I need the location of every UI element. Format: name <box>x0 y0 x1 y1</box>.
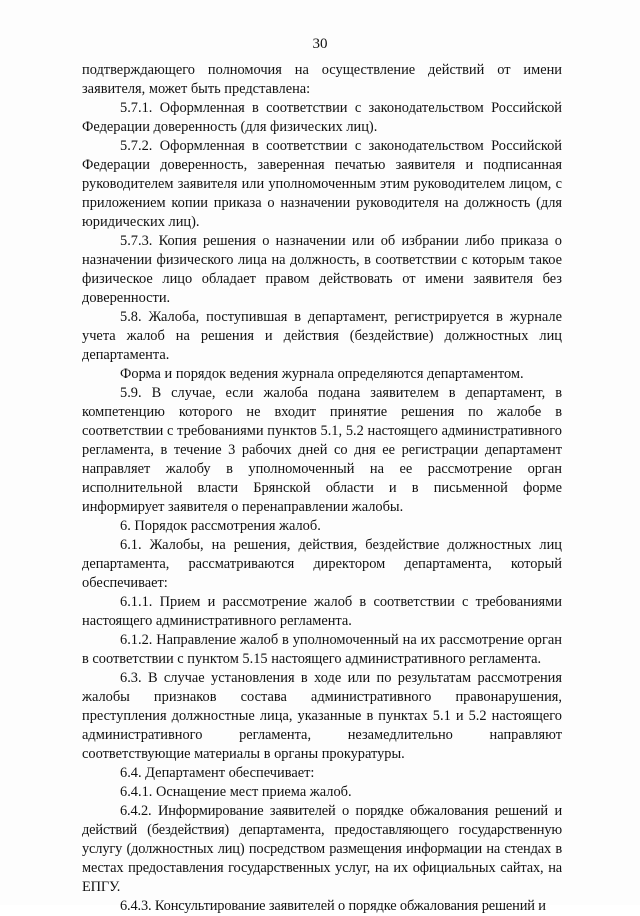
paragraph-6-4-1: 6.4.1. Оснащение мест приема жалоб. <box>120 784 352 800</box>
paragraph-6-4: 6.4. Департамент обеспечивает: <box>120 765 315 781</box>
paragraph-continuation: подтверждающего полномочия на осуществление действий от имени заявителя, может быть представлена: <box>82 62 562 97</box>
page-number: 30 <box>312 36 328 52</box>
paragraph-6-1-1: 6.1.1. Прием и рассмотрение жалоб в соответствии с требованиями настоящего административного регламента. <box>82 594 562 629</box>
section-heading-6: 6. Порядок рассмотрения жалоб. <box>120 518 321 534</box>
paragraph-journal-form: Форма и порядок ведения журнала определяются департаментом. <box>120 366 524 382</box>
paragraph-6-3: 6.3. В случае установления в ходе или по результатам рассмотрения жалобы признаков состава административного правонарушения, преступления должностные лица, указанные в пунктах 5.1 и 5.2 настоящего административного регламента, незамедлительно направляют соответствующие материалы в органы прокуратуры. <box>82 670 562 762</box>
paragraph-5-7-3: 5.7.3. Копия решения о назначении или об избрании либо приказа о назначении физического лица на должность, в соответствии с которым такое физическое лицо обладает правом действовать от имени заявителя без доверенности. <box>82 233 562 306</box>
paragraph-5-8: 5.8. Жалоба, поступившая в департамент, регистрируется в журнале учета жалоб на решения и действия (бездействие) должностных лиц департамента. <box>82 309 562 363</box>
paragraph-5-7-1: 5.7.1. Оформленная в соответствии с законодательством Российской Федерации доверенность (для физических лиц). <box>82 100 562 135</box>
paragraph-5-9: 5.9. В случае, если жалоба подана заявителем в департамент, в компетенцию которого не входит принятие решения по жалобе в соответствии с требованиями пунктов 5.1, 5.2 настоящего административного регламента, в течение 3 рабочих дней со дня ее регистрации департамент направляет жалобу в уполномоченный на ее рассмотрение орган исполнительной власти Брянской области и в письменной форме информирует заявителя о перенаправлении жалобы. <box>82 385 562 515</box>
paragraph-6-4-3: 6.4.3. Консультирование заявителей о порядке обжалования решений и <box>120 898 546 914</box>
document-body <box>82 61 562 916</box>
paragraph-6-4-2: 6.4.2. Информирование заявителей о порядке обжалования решений и действий (бездействия) департамента, предоставляющего государственную услугу (должностных лиц) посредством размещения информации на стендах в местах предоставления государственных услуг, на их официальных сайтах, на ЕПГУ. <box>82 803 562 895</box>
paragraph-5-7-2: 5.7.2. Оформленная в соответствии с законодательством Российской Федерации доверенность, заверенная печатью заявителя и подписанная руководителем заявителя или уполномоченным этим руководителем лицом, с приложением копии приказа о назначении руководителя на должность (для юридических лиц). <box>82 138 562 230</box>
paragraph-6-1: 6.1. Жалобы, на решения, действия, бездействие должностных лиц департамента, рассматриваются директором департамента, который обеспечивает: <box>82 537 562 591</box>
paragraph-6-1-2: 6.1.2. Направление жалоб в уполномоченный на их рассмотрение орган в соответствии с пунктом 5.15 настоящего административного регламента. <box>82 632 562 667</box>
